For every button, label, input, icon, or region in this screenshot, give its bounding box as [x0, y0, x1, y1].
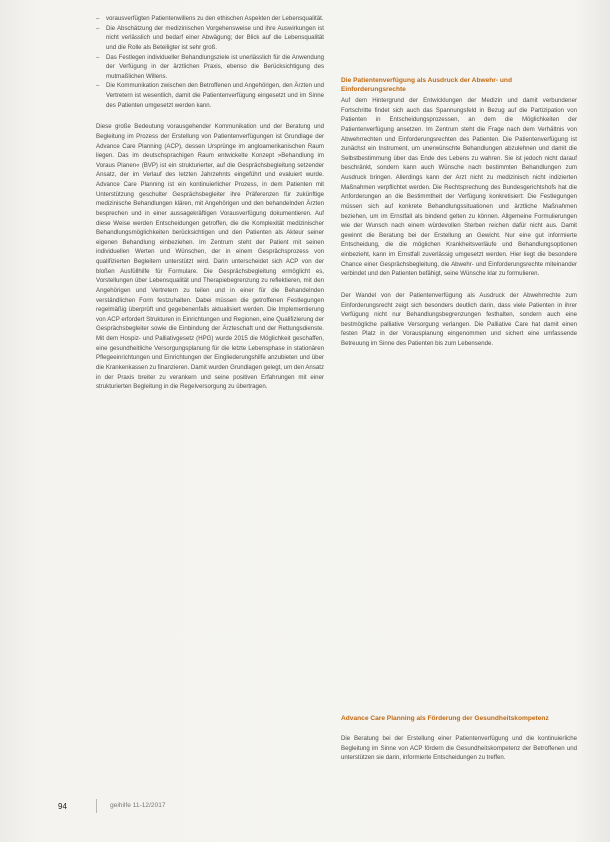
- page-number: 94: [58, 802, 67, 811]
- bullet-list: [96, 14, 324, 110]
- list-item: – Das Festlegen individueller Behandlungsziele ist unerlässlich für die Anwendung der Verfügung in der ärztlichen Praxis, ebenso die Berücksichtigung des mutmaßlichen Willens.: [96, 53, 324, 82]
- body-paragraph: Diese große Bedeutung vorausgehender Kommunikation und der Beratung und Begleitung im Prozess der Erstellung von Patientenverfügungen ist Grundlage der Advance Care Planning (ACP), dessen Ursprünge im angloamerikanischen Raum liegen. Das im deutschsprachigen Raum entwickelte Konzept »Behandlung im Voraus Planen« (BVP) ist ein strukturierter, auf die Gesprächsbegleitung setzender Ansatz, der im Verlauf des letzten Jahrzehnts eingeführt und evaluiert wurde. Advance Care Planning ist ein kontinuierlicher Prozess, in dem Patienten mit Unterstützung geschulter Gesprächsbegleiter ihre Präferenzen für zukünftige medizinische Behandlungen klären, mit Angehörigen und den behandelnden Ärzten besprechen und in einer aussagekräftigen Vorausverfügung dokumentieren. Auf diese Weise werden Entscheidungen getroffen, die die Komplexität medizinischer Behandlungsmöglichkeiten berücksichtigen und den Patienten als Akteur seiner eigenen Behandlung einbeziehen. Im Zentrum steht der Patient mit seinen individuellen Werten und Wünschen, der in einem Gesprächsprozess von qualifizierten Begleitern unterstützt wird. Darin unterscheidet sich ACP von der bloßen Ausfüllhilfe für Formulare. Die Gesprächsbegleitung ermöglicht es, Vorstellungen über Lebensqualität und Therapiebegrenzung zu reflektieren, mit den Angehörigen und Vertretern zu teilen und in einer für die Behandelnden verständlichen Form festzuhalten. Dabei müssen die getroffenen Festlegungen regelmäßig überprüft und gegebenenfalls aktualisiert werden. Die Implementierung von ACP erfordert Strukturen in Einrichtungen und Regionen, eine Qualifizierung der Gesprächsbegleiter sowie die Einbindung der Ärzteschaft und der Rettungsdienste. Mit dem Hospiz- und Palliativgesetz (HPG) wurde 2015 die Möglichkeit geschaffen, eine gesundheitliche Versorgungsplanung für die letzte Lebensphase in stationären Pflegeeinrichtungen und Einrichtungen der Eingliederungshilfe anzubieten und über die Krankenkassen zu finanzieren. Damit wurden Grundlagen gelegt, um den Ansatz in der Praxis breiter zu verankern und seine positiven Erfahrungen mit einer strukturierten Begleitung in die Regelversorgung zu übertragen.: [96, 123, 324, 391]
- list-item: – Die Abschätzung der medizinischen Vorgehensweise und ihre Auswirkungen ist nicht verlässlich und bedarf einer Abwägung; der Blick auf die Lebensqualität und die Rolle als Beteiligter ist sehr groß.: [96, 24, 324, 53]
- right-column: [341, 96, 577, 706]
- section-heading: Advance Care Planning als Förderung der Gesundheitskompetenz: [341, 715, 549, 722]
- list-item: – vorausverfügten Patientenwillens zu den ethischen Aspekten der Lebensqualität.: [96, 14, 324, 24]
- section-heading: Die Patientenverfügung als Ausdruck der Abwehr- und Einforderungsrechte: [341, 77, 512, 94]
- body-paragraph: Auf dem Hintergrund der Entwicklungen der Medizin und damit verbundener Fortschritte findet sich auch das Spannungsfeld in Bezug auf die Partizipation von Patienten in Entscheidungsprozessen, an dem die Möglichkeiten der Patientenverfügung ansetzen. Im Zentrum steht die Frage nach dem Verhältnis von Abwehrrechten und Einforderungsrechten des Patienten. Die Patientenverfügung ist zunächst ein Instrument, um unerwünschte Behandlungen abzulehnen und damit die Selbstbestimmung über das Ende des Lebens zu wahren. Sie ist jedoch nicht darauf beschränkt, sondern kann auch Wünsche nach bestimmten Behandlungen zum Ausdruck bringen. Allerdings kann der Arzt nicht zu medizinisch nicht indizierten Maßnahmen verpflichtet werden. Die Rechtsprechung des Bundesgerichtshofs hat die Anforderungen an die Bestimmtheit der Verfügung konkretisiert: Die Festlegungen müssen sich auf konkrete Behandlungssituationen und ärztliche Maßnahmen beziehen, um im Ernstfall als bindend gelten zu können. Allgemeine Formulierungen wie der Wunsch nach einem würdevollen Sterben reichen dafür nicht aus. Damit gewinnt die Beratung bei der Erstellung an Gewicht. Nur eine gut informierte Entscheidung, die die möglichen Krankheitsverläufe und Behandlungsoptionen einbezieht, kann im Ernstfall zuverlässig umgesetzt werden. Hier liegt die besondere Chance einer Gesprächsbegleitung, die Abwehr- und Einforderungsrechte miteinander verbindet und den Patienten befähigt, seine Wünsche klar zu formulieren.: [341, 97, 577, 278]
- left-column: [96, 14, 324, 794]
- right-column-lower: [341, 734, 577, 784]
- body-paragraph: Die Beratung bei der Erstellung einer Patientenverfügung und die kontinuierliche Begleitung im Sinne von ACP fördern die Gesundheitskompetenz der Betroffenen und unterstützen sie darin, informierte Entscheidungen zu treffen.: [341, 735, 577, 762]
- list-item: – Die Kommunikation zwischen den Betroffenen und Angehörigen, den Ärzten und Vertretern ist wesentlich, damit die Patientenverfügung eingesetzt und im Sinne des Patienten umgesetzt werden kann.: [96, 81, 324, 110]
- footer-source: geihilfe 11-12/2017: [110, 802, 166, 809]
- footer-divider: [96, 799, 97, 813]
- body-paragraph: Der Wandel von der Patientenverfügung als Ausdruck der Abwehrrechte zum Einforderungsrecht zeigt sich besonders deutlich darin, dass viele Patienten in ihrer Verfügung nicht nur Behandlungsbegrenzungen festhalten, sondern auch eine bestmögliche palliative Versorgung verlangen. Die Palliative Care hat damit einen festen Platz in der Vorausplanung eingenommen und sichert eine umfassende Betreuung im Sinne des Patienten bis zum Lebensende.: [341, 291, 577, 347]
